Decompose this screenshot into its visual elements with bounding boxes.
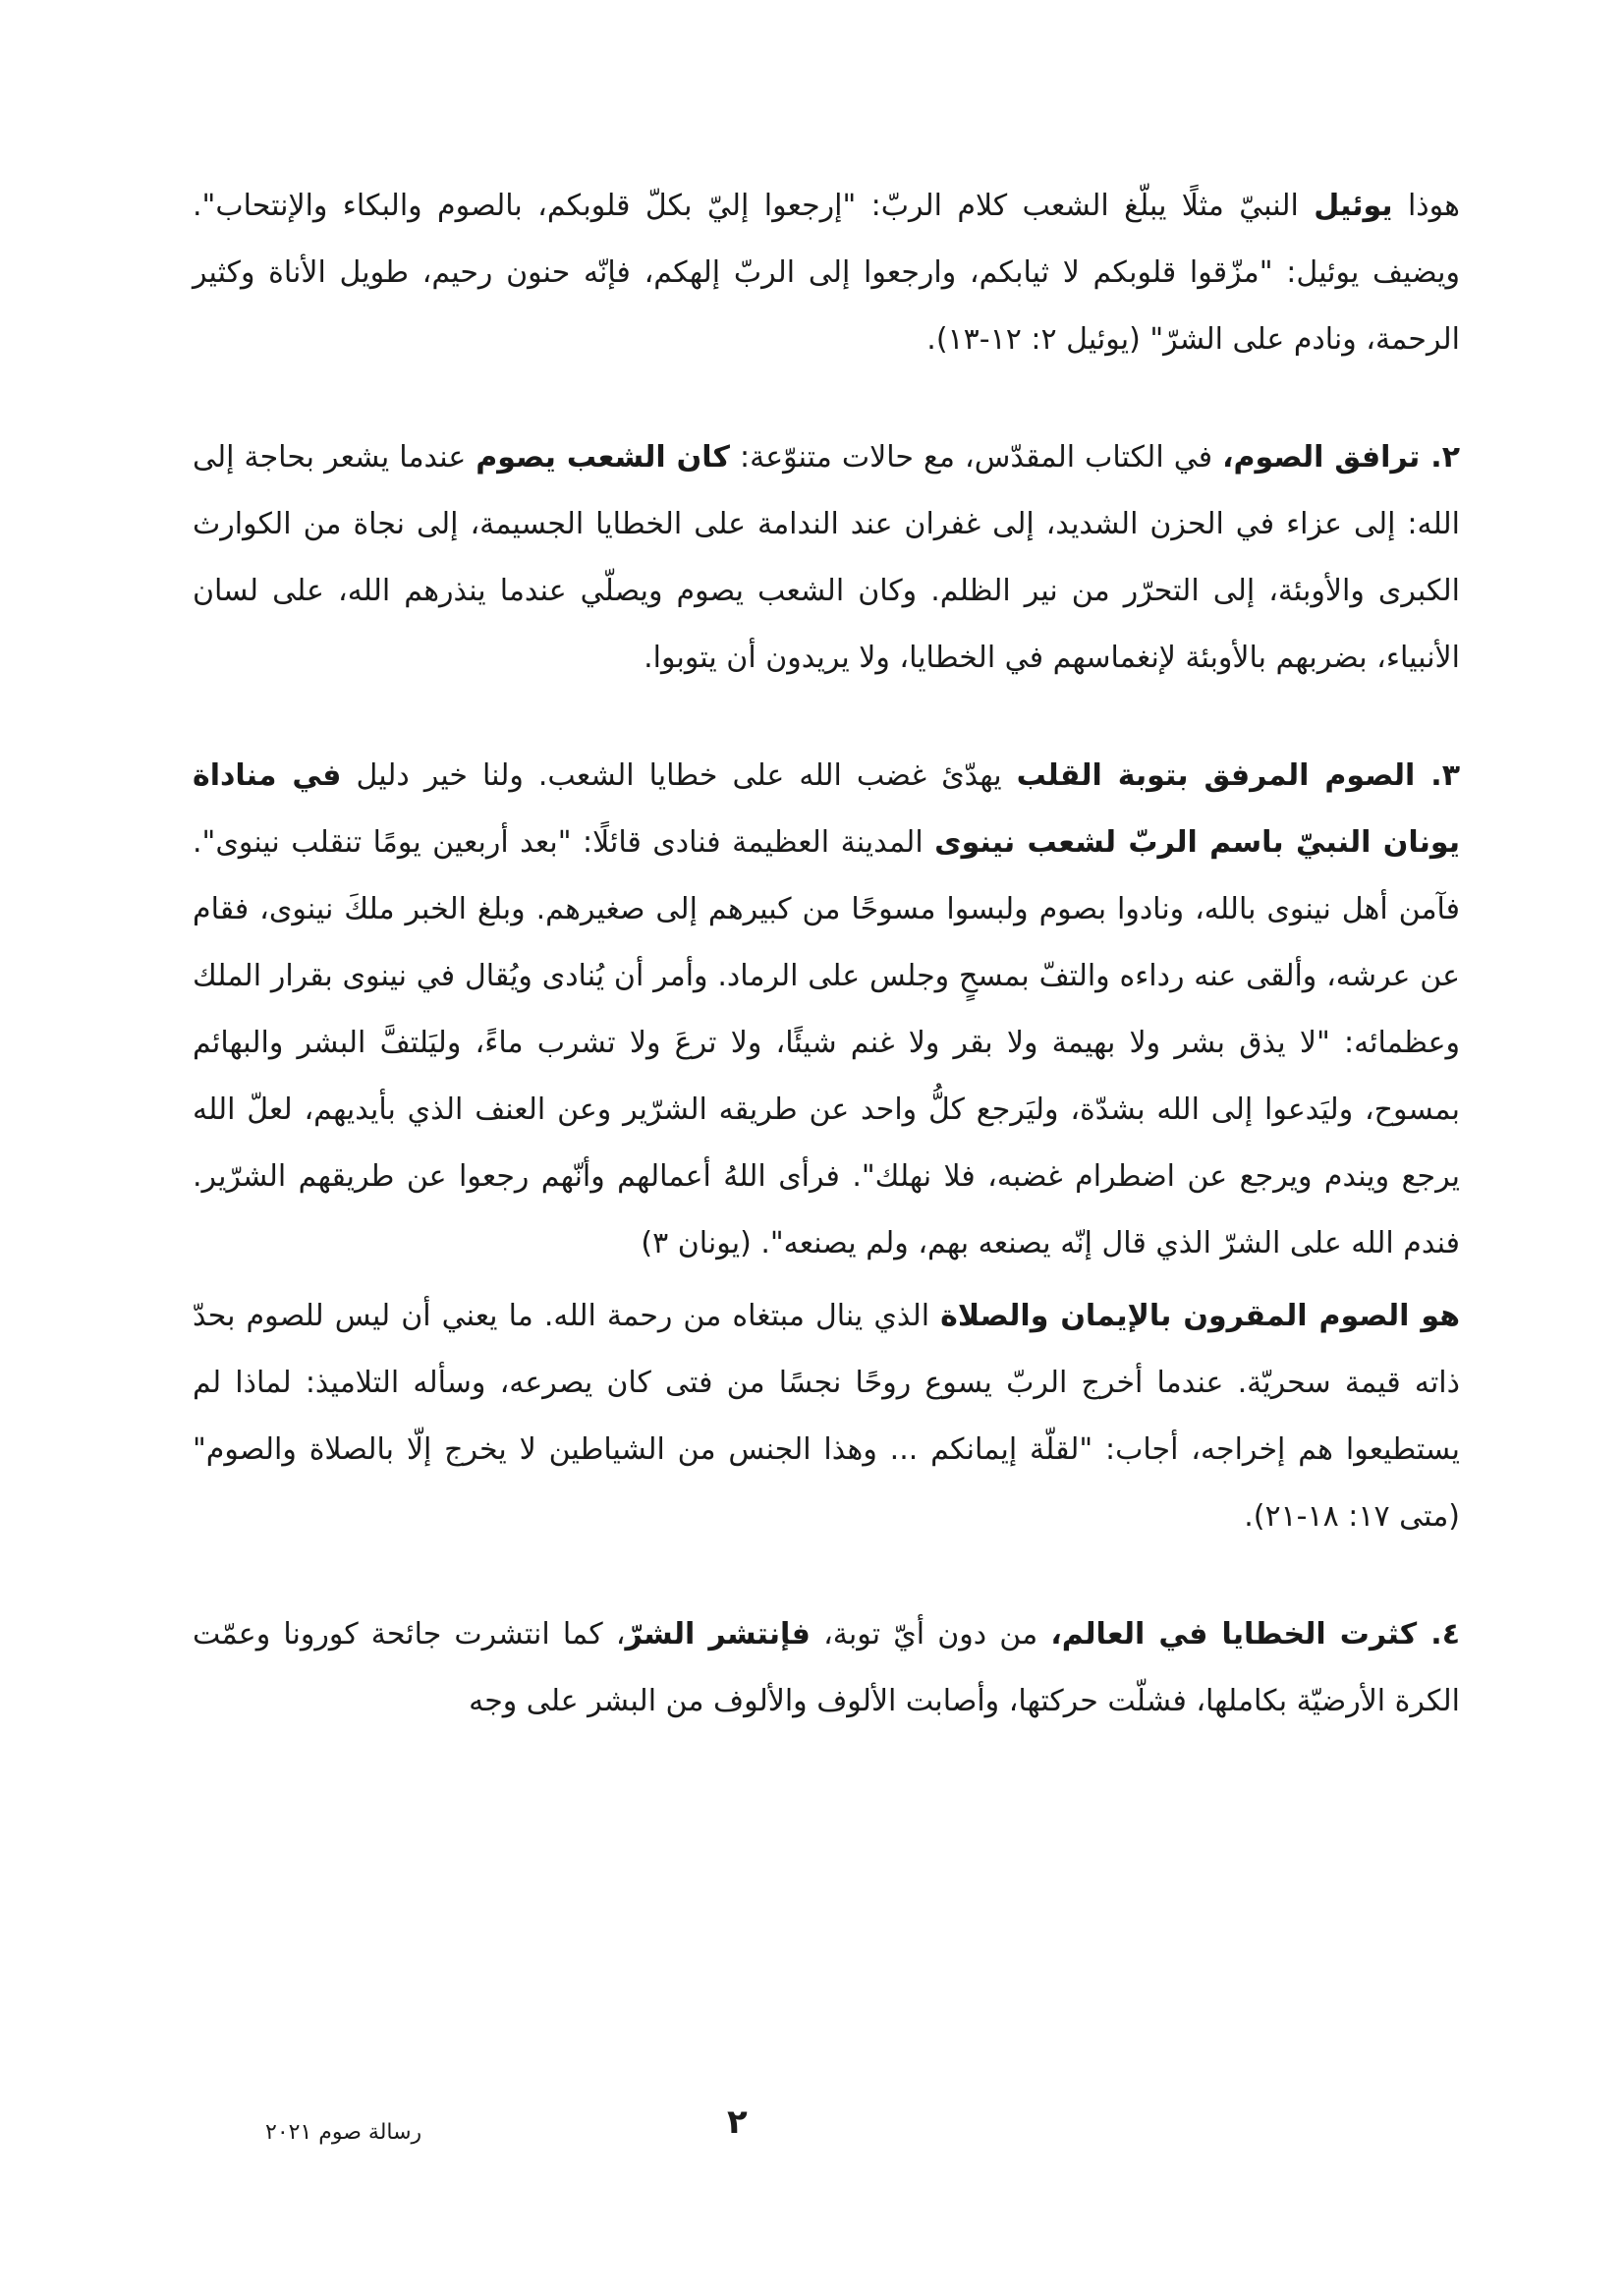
text-segment: من دون أيّ توبة، [810, 1617, 1051, 1652]
bold-phrase: هو الصوم المقرون بالإيمان والصلاة [940, 1299, 1460, 1333]
body-text [193, 173, 1460, 1735]
text-segment: هوذا [1392, 189, 1460, 223]
text-segment: عندما يشعر بحاجة إلى الله: إلى عزاء في الحزن الشديد، إلى غفران عند الندامة على الخطايا الجسيمة، إلى نجاة من الكوارث الكبرى والأوبئة، إلى التحرّر من نير الظلم. وكان الشعب يصوم ويصلّي عندما ينذرهم الله، على لسان الأنبياء، بضربهم بالأوبئة لإنغماسهم في الخطايا، ولا يريدون أن يتوبوا. [193, 440, 1460, 675]
bold-phrase: فإنتشر الشرّ [625, 1617, 811, 1652]
paragraph-joel [193, 173, 1460, 373]
section-4-heading: ٤. كثرت الخطايا في العالم، [1050, 1617, 1461, 1652]
paragraph-section-2 [193, 424, 1460, 692]
text-segment: يهدّئ غضب الله على خطايا الشعب. ولنا خير دليل [341, 758, 1017, 793]
section-2-heading: ٢. ترافق الصوم، [1222, 440, 1460, 475]
bold-phrase: كان الشعب يصوم [476, 440, 730, 475]
footer-title: رسالة صوم ٢٠٢١ [265, 2120, 422, 2145]
text-segment: ، كما انتشرت جائحة كورونا وعمّت الكرة الأرضيّة بكاملها، فشلّت حركتها، وأصابت الألوف والألوف من البشر على وجه [193, 1617, 1460, 1718]
bold-name-joel: يوئيل [1314, 189, 1393, 223]
paragraph-faith-prayer [193, 1283, 1460, 1550]
text-segment: النبيّ مثلًا يبلّغ الشعب كلام الربّ: "إرجعوا إليّ بكلّ قلوبكم، بالصوم والبكاء والإنتحاب". ويضيف يوئيل: "مزّقوا قلوبكم لا ثيابكم، وارجعوا إلى الربّ إلهكم، فإنّه حنون رحيم، طويل الأناة وكثير الرحمة، ونادم على الشرّ" (يوئيل ٢: ١٢-١٣). [193, 189, 1460, 357]
text-segment: في الكتاب المقدّس، مع حالات متنوّعة: [729, 440, 1223, 475]
text-segment: المدينة العظيمة فنادى قائلًا: "بعد أربعين يومًا تنقلب نينوى". فآمن أهل نينوى بالله، ونادوا بصوم ولبسوا مسوحًا من كبيرهم إلى صغيرهم. وبلغ الخبر ملكَ نينوى، فقام عن عرشه، وألقى عنه رداءه والتفّ بمسحٍ وجلس على الرماد. وأمر أن يُنادى ويُقال في نينوى بقرار الملك وعظمائه: "لا يذق بشر ولا بهيمة ولا بقر ولا غنم شيئًا، ولا ترعَ ولا تشرب ماءً، وليَلتفَّ البشر والبهائم بمسوح، وليَدعوا إلى الله بشدّة، وليَرجع كلُّ واحد عن طريقه الشرّير وعن العنف الذي بأيديهم، لعلّ الله يرجع ويندم ويرجع عن اضطرام غضبه، فلا نهلك". فرأى اللهُ أعمالهم وأنّهم رجعوا عن طريقهم الشرّير. فندم الله على الشرّ الذي قال إنّه يصنعه بهم، ولم يصنعه". (يونان ٣) [193, 825, 1460, 1260]
text-segment: الذي ينال مبتغاه من رحمة الله. ما يعني أن ليس للصوم بحدّ ذاته قيمة سحريّة. عندما أخرج الربّ يسوع روحًا نجسًا من فتى كان يصرعه، وسأله التلاميذ: لماذا لم يستطيعوا هم إخراجه، أجاب: "لقلّة إيمانكم ... وهذا الجنس من الشياطين لا يخرج إلّا بالصلاة والصوم" (متى ١٧: ١٨-٢١). [193, 1299, 1460, 1534]
section-3-heading: ٣. الصوم المرفق بتوبة القلب [1016, 758, 1460, 793]
paragraph-section-3 [193, 743, 1460, 1277]
bold-phrase: في مناداة يونان النبيّ باسم الربّ لشعب نينوى [193, 758, 1461, 860]
page-number: ٢ [727, 2102, 748, 2142]
paragraph-section-4 [193, 1601, 1460, 1735]
